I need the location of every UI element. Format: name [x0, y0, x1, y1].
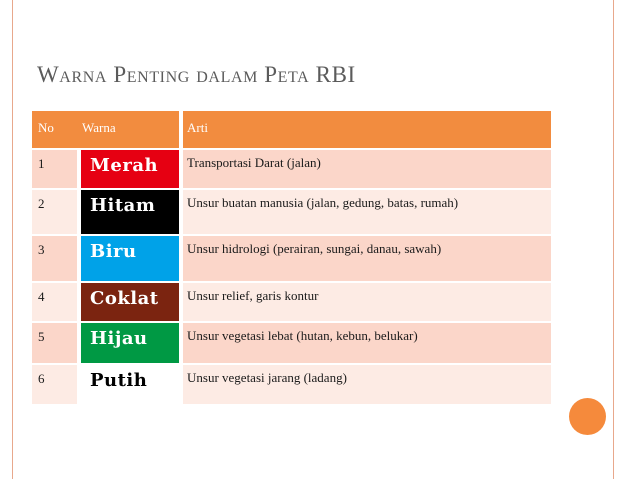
color-cell	[77, 282, 181, 322]
header-arti: Arti	[181, 111, 551, 149]
meaning-cell: Unsur relief, garis kontur	[181, 282, 551, 322]
color-cell	[77, 235, 181, 282]
meaning-cell: Unsur buatan manusia (jalan, gedung, batas, rumah)	[181, 189, 551, 235]
table-row	[32, 322, 551, 364]
table-row	[32, 189, 551, 235]
meaning-cell: Unsur vegetasi jarang (ladang)	[181, 364, 551, 405]
color-cell	[77, 364, 181, 405]
meaning-cell: Unsur vegetasi lebat (hutan, kebun, belukar)	[181, 322, 551, 364]
header-no: No	[32, 111, 77, 149]
row-number: 1	[32, 149, 77, 189]
table-row	[32, 282, 551, 322]
row-number: 3	[32, 235, 77, 282]
row-number: 4	[32, 282, 77, 322]
row-number: 5	[32, 322, 77, 364]
color-swatch-coklat: Coklat	[81, 283, 181, 321]
color-table	[32, 111, 551, 406]
color-swatch-putih: Putih	[81, 365, 181, 404]
color-swatch-hitam: Hitam	[81, 190, 181, 234]
color-cell	[77, 322, 181, 364]
row-number: 6	[32, 364, 77, 405]
color-swatch-biru: Biru	[81, 236, 181, 281]
table-header-row	[32, 111, 551, 149]
slide-title: Warna Penting dalam Peta RBI	[37, 62, 356, 87]
color-cell	[77, 149, 181, 189]
color-swatch-hijau: Hijau	[81, 323, 181, 363]
color-cell	[77, 189, 181, 235]
meaning-cell: Transportasi Darat (jalan)	[181, 149, 551, 189]
table-row	[32, 149, 551, 189]
decorative-circle	[569, 398, 606, 435]
header-warna: Warna	[77, 111, 181, 149]
table-row	[32, 364, 551, 405]
color-swatch-merah: Merah	[81, 150, 181, 188]
meaning-cell: Unsur hidrologi (perairan, sungai, danau, sawah)	[181, 235, 551, 282]
table-row	[32, 235, 551, 282]
row-number: 2	[32, 189, 77, 235]
